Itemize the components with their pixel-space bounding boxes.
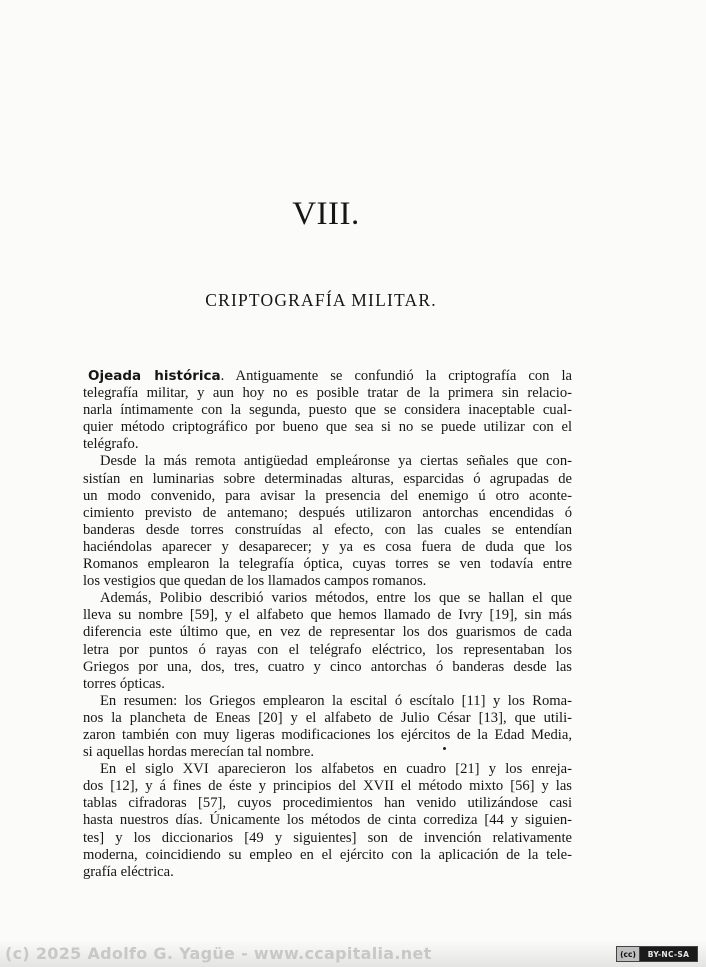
- watermark-bar: [0, 940, 706, 967]
- chapter-title: CRIPTOGRAFÍA MILITAR.: [205, 290, 437, 310]
- text-line: los vestigios que quedan de los llamados campos romanos.: [83, 573, 427, 590]
- chapter-number: VIII.: [292, 196, 360, 232]
- cc-icon: (cc): [617, 947, 640, 961]
- text-line: Además, Polibio describió varios métodos, entre los que se hallan el que: [100, 590, 572, 607]
- text-line: hasta nuestros días. Únicamente los métodos de cinta corrediza [44 y siguien-: [83, 812, 572, 829]
- text-line: telegrafía militar, y aun hoy no es posible tratar de la primera sin relacio-: [83, 385, 572, 402]
- text-line: letra por puntos ó rayas con el telégrafo eléctrico, los representaban los: [83, 641, 572, 658]
- text-line: grafía eléctrica.: [83, 863, 174, 880]
- paragraph: [83, 590, 572, 693]
- text-line: Ojeada histórica. Antiguamente se confundió la criptografía con la: [88, 368, 572, 384]
- text-line: narla íntimamente con la segunda, puesto que se considera inaceptable cual-: [83, 402, 572, 419]
- text-line: diferencia este último que, en vez de representar los dos guarismos de cada: [83, 624, 572, 641]
- paragraph: [83, 761, 572, 881]
- cc-license-badge[interactable]: [616, 946, 698, 962]
- text-line: torres ópticas.: [83, 675, 165, 692]
- text-line: dos [12], y á fines de éste y principios del XVII el método mixto [56] y las: [83, 778, 572, 795]
- scan-speck: [443, 747, 446, 750]
- text-line: sistían en luminarias sobre determinadas alturas, esparcidas ó agrupadas de: [83, 470, 572, 487]
- paragraph: [83, 368, 572, 453]
- copyright-watermark: (c) 2025 Adolfo G. Yagüe - www.ccapitalia.net: [5, 944, 432, 963]
- paragraph: [83, 693, 572, 761]
- text-line: zaron también con muy ligeras modificaciones los ejércitos de la Edad Media,: [83, 726, 572, 743]
- text-line: En resumen: los Griegos emplearon la escital ó escítalo [11] y los Roma-: [100, 692, 572, 709]
- text-line: haciéndolas aparecer y desaparecer; y ya es cosa fuera de duda que los: [83, 538, 572, 555]
- text-line: cimiento previsto de antemano; después utilizaron antorchas encendidas ó: [83, 504, 572, 521]
- text-line: En el siglo XVI aparecieron los alfabetos en cuadro [21] y los enreja-: [100, 761, 572, 778]
- license-terms: BY-NC-SA: [640, 947, 697, 961]
- text-line: telégrafo.: [83, 436, 139, 453]
- text-line: nos la plancheta de Eneas [20] y el alfabeto de Julio César [13], que utili-: [83, 709, 572, 726]
- text-line: tablas cifradoras [57], cuyos procedimientos han venido utilizándose casi: [83, 795, 572, 812]
- text-line: Desde la más remota antigüedad empleáronse ya ciertas señales que con-: [100, 453, 572, 470]
- runin-heading: Ojeada histórica: [88, 368, 221, 384]
- text-line: moderna, coincidiendo su empleo en el ejército con la aplicación de la tele-: [83, 846, 572, 863]
- text-line: si aquellas hordas merecían tal nombre.: [83, 744, 314, 761]
- text-line: Griegos por una, dos, tres, cuatro y cinco antorchas ó banderas desde las: [83, 658, 572, 675]
- text-line: lleva su nombre [59], y el alfabeto que hemos llamado de Ivry [19], sin más: [83, 607, 572, 624]
- text-line: Romanos emplearon la telegrafía óptica, cuyas torres se ven todavía entre: [83, 556, 572, 573]
- text-line: quier método criptográfico por bueno que sea si no se puede utilizar con el: [83, 419, 572, 436]
- text-line: banderas desde torres construídas al efecto, con las cuales se entendían: [83, 521, 572, 538]
- body-text: [83, 368, 572, 881]
- text-line: tes] y los diccionarios [49 y siguientes] son de invención relativamente: [83, 829, 572, 846]
- text-line: un modo convenido, para avisar la presencia del enemigo ú otro aconte-: [83, 487, 572, 504]
- paragraph: [83, 453, 572, 590]
